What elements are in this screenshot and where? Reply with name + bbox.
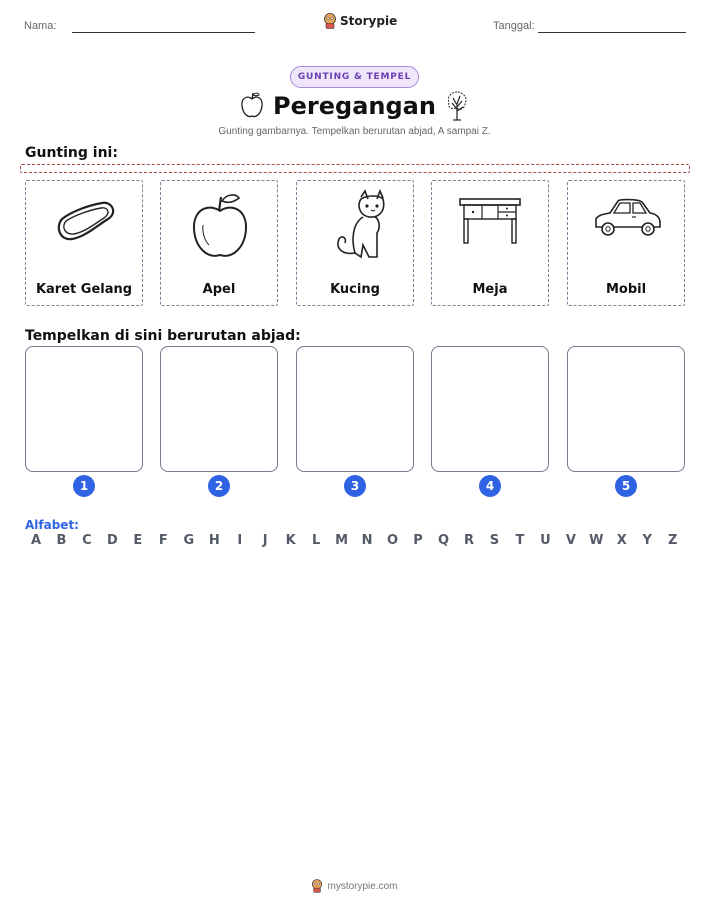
alphabet-row <box>25 533 684 548</box>
car-icon <box>592 189 662 269</box>
storypie-mascot-icon <box>323 13 337 29</box>
alphabet-letter: N <box>361 533 373 548</box>
brand-logo <box>323 13 397 29</box>
cut-line <box>20 164 690 173</box>
alphabet-letter: K <box>285 533 296 548</box>
footer-url[interactable]: mystorypie.com <box>327 880 398 892</box>
alphabet-heading: Alfabet: <box>25 518 79 532</box>
card-label: Meja <box>472 282 508 297</box>
cut-card-desk[interactable] <box>431 180 549 306</box>
alphabet-letter: G <box>183 533 195 548</box>
alphabet-letter: D <box>107 533 118 548</box>
alphabet-letter: W <box>589 533 604 548</box>
rubber-band-icon <box>50 189 120 269</box>
slot-number-badge: 3 <box>344 475 366 497</box>
cat-icon <box>321 189 391 269</box>
alphabet-letter: V <box>565 533 576 548</box>
slot-number-badge: 5 <box>615 475 637 497</box>
brand-name: Storypie <box>340 14 398 28</box>
footer <box>0 879 709 893</box>
alphabet-letter: U <box>540 533 551 548</box>
card-label: Apel <box>202 282 236 297</box>
tree-decoration-icon <box>444 89 470 121</box>
cut-card-cat[interactable] <box>296 180 414 306</box>
alphabet-letter: R <box>463 533 474 548</box>
alphabet-letter: F <box>158 533 168 548</box>
alphabet-letter: O <box>387 533 399 548</box>
slot-number-badge: 4 <box>479 475 501 497</box>
name-line[interactable] <box>72 32 255 33</box>
cut-card-rubber-band[interactable] <box>25 180 143 306</box>
storypie-mascot-icon <box>311 879 323 893</box>
alphabet-letter: H <box>208 533 220 548</box>
card-label: Mobil <box>605 282 647 297</box>
cut-card-car[interactable] <box>567 180 685 306</box>
cut-section-heading: Gunting ini: <box>25 145 118 161</box>
alphabet-letter: A <box>30 533 42 548</box>
card-label: Kucing <box>330 282 380 297</box>
paste-slot-1[interactable] <box>25 346 143 472</box>
desk-icon <box>456 189 526 269</box>
alphabet-letter: P <box>413 533 423 548</box>
instructions: Gunting gambarnya. Tempelkan berurutan abjad, A sampai Z. <box>218 126 491 137</box>
alphabet-letter: S <box>489 533 500 548</box>
slot-number-badge: 2 <box>208 475 230 497</box>
paste-section-heading: Tempelkan di sini berurutan abjad: <box>25 328 301 344</box>
alphabet-letter: I <box>237 533 243 548</box>
paste-slot-2[interactable] <box>160 346 278 472</box>
alphabet-letter: E <box>133 533 143 548</box>
activity-badge: GUNTING & TEMPEL <box>290 66 419 88</box>
alphabet-letter: C <box>82 533 92 548</box>
alphabet-letter: J <box>262 533 268 548</box>
alphabet-letter: T <box>515 533 525 548</box>
alphabet-letter: Y <box>642 533 652 548</box>
paste-slot-5[interactable] <box>567 346 685 472</box>
alphabet-letter: Q <box>437 533 450 548</box>
date-line[interactable] <box>538 32 686 33</box>
name-label: Nama: <box>24 20 57 32</box>
alphabet-letter: B <box>56 533 67 548</box>
apple-icon <box>185 189 255 269</box>
card-label: Karet Gelang <box>35 282 133 297</box>
paste-slot-3[interactable] <box>296 346 414 472</box>
date-label: Tanggal: <box>493 20 535 32</box>
paste-slot-4[interactable] <box>431 346 549 472</box>
alphabet-letter: L <box>312 533 321 548</box>
slot-number-badge: 1 <box>73 475 95 497</box>
alphabet-letter: Z <box>668 533 678 548</box>
alphabet-letter: M <box>335 533 349 548</box>
page-title: Peregangan <box>273 92 436 120</box>
cut-card-apple[interactable] <box>160 180 278 306</box>
alphabet-letter: X <box>616 533 627 548</box>
